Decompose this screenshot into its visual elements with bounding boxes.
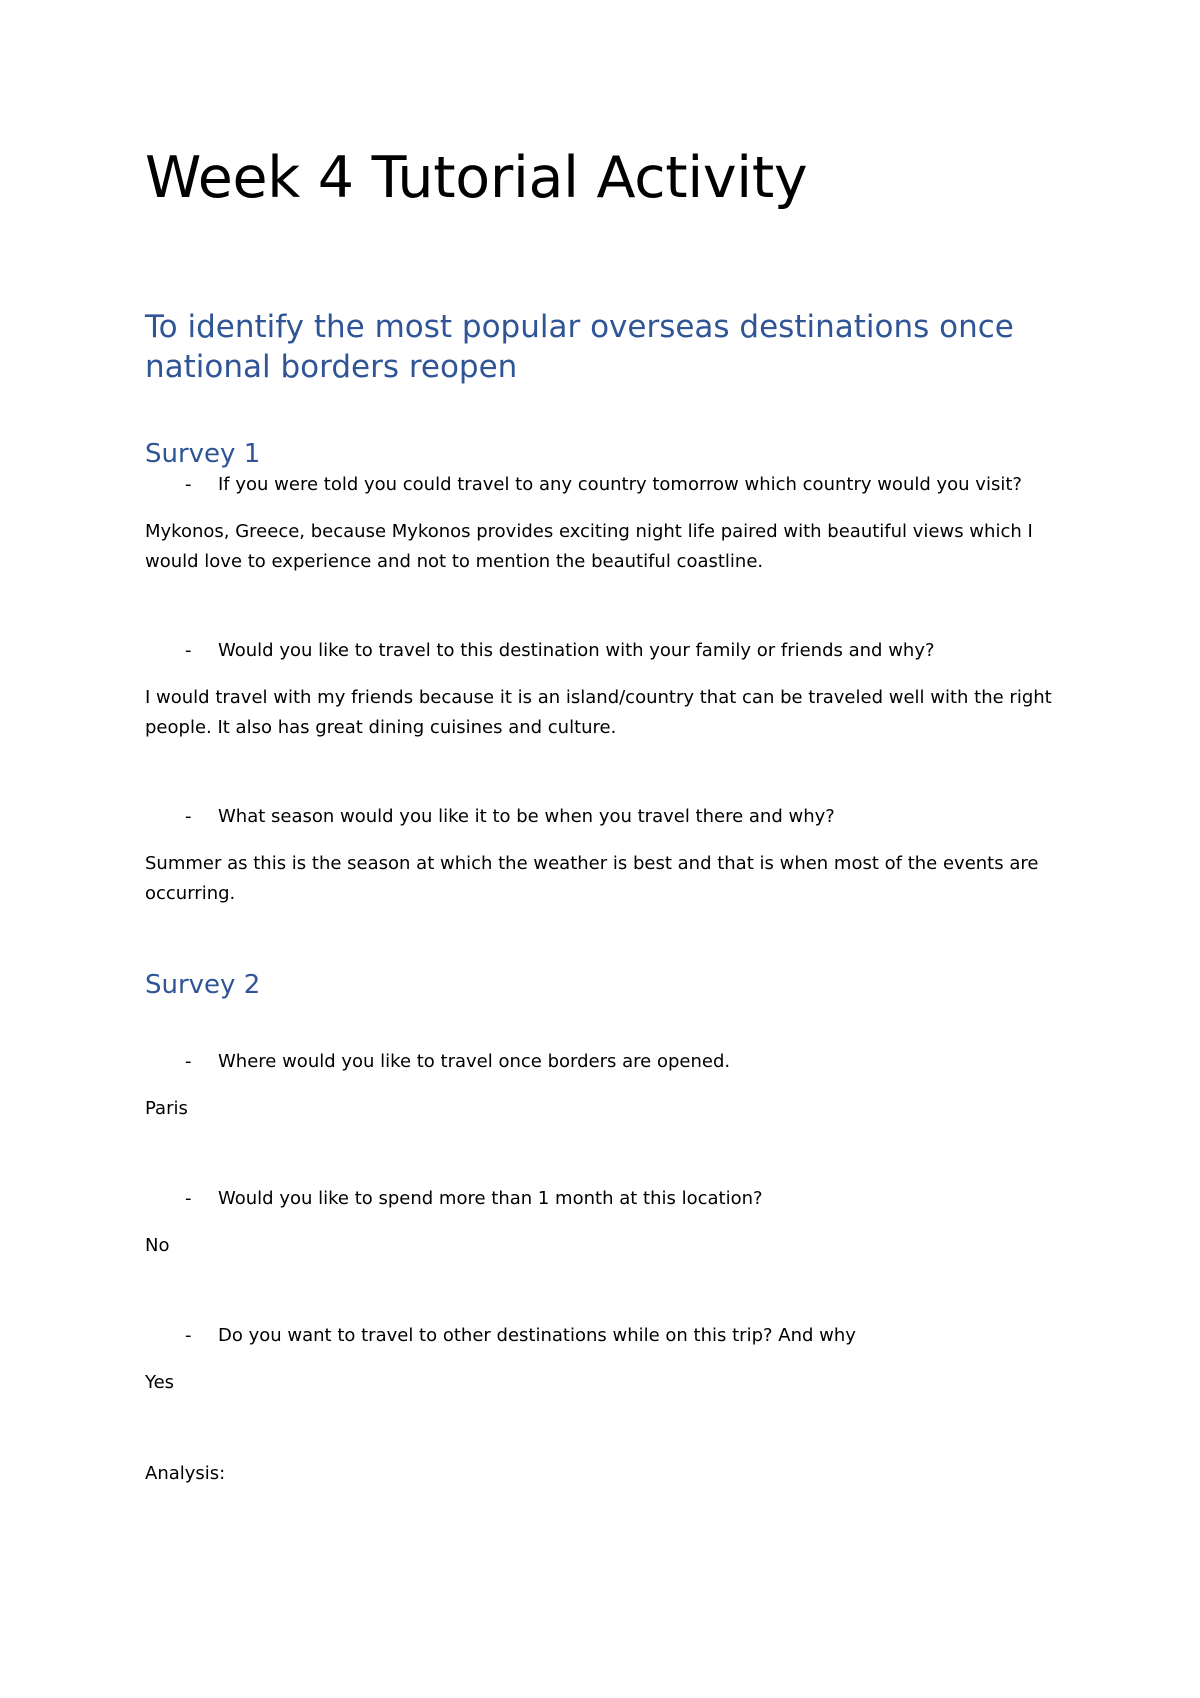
bullet-dash: -: [185, 806, 192, 827]
bullet-dash: -: [185, 474, 192, 495]
bullet-dash: -: [185, 1051, 192, 1072]
question-text: Would you like to travel to this destination with your family or friends and why?: [218, 640, 935, 661]
survey-1-answer-2: I would travel with my friends because it is an island/country that can be traveled well with the right people. It also has great dining cuisines and culture.: [145, 687, 1052, 738]
survey-1-answer-3: Summer as this is the season at which the weather is best and that is when most of the events are occurring.: [145, 853, 1039, 904]
document-subtitle: To identify the most popular overseas destinations once national borders reopen: [145, 309, 1014, 385]
survey-2-answer-1: Paris: [145, 1098, 188, 1119]
bullet-dash: -: [185, 1325, 192, 1346]
bullet-dash: -: [185, 1188, 192, 1209]
question-text: If you were told you could travel to any country tomorrow which country would you visit?: [218, 474, 1022, 495]
survey-2-answer-2: No: [145, 1235, 170, 1256]
question-text: What season would you like it to be when you travel there and why?: [218, 806, 835, 827]
question-text: Do you want to travel to other destinations while on this trip? And why: [218, 1325, 856, 1346]
question-text: Would you like to spend more than 1 month at this location?: [218, 1188, 763, 1209]
survey-1-answer-1: Mykonos, Greece, because Mykonos provides exciting night life paired with beautiful views which I would love to experience and not to mention the beautiful coastline.: [145, 521, 1033, 572]
survey-2-answer-3: Yes: [145, 1372, 175, 1393]
survey-1-heading: Survey 1: [145, 439, 261, 469]
survey-2-heading: Survey 2: [145, 970, 261, 1000]
question-text: Where would you like to travel once borders are opened.: [218, 1051, 731, 1072]
analysis-label: Analysis:: [145, 1463, 226, 1484]
bullet-dash: -: [185, 640, 192, 661]
document-title: Week 4 Tutorial Activity: [145, 145, 808, 211]
